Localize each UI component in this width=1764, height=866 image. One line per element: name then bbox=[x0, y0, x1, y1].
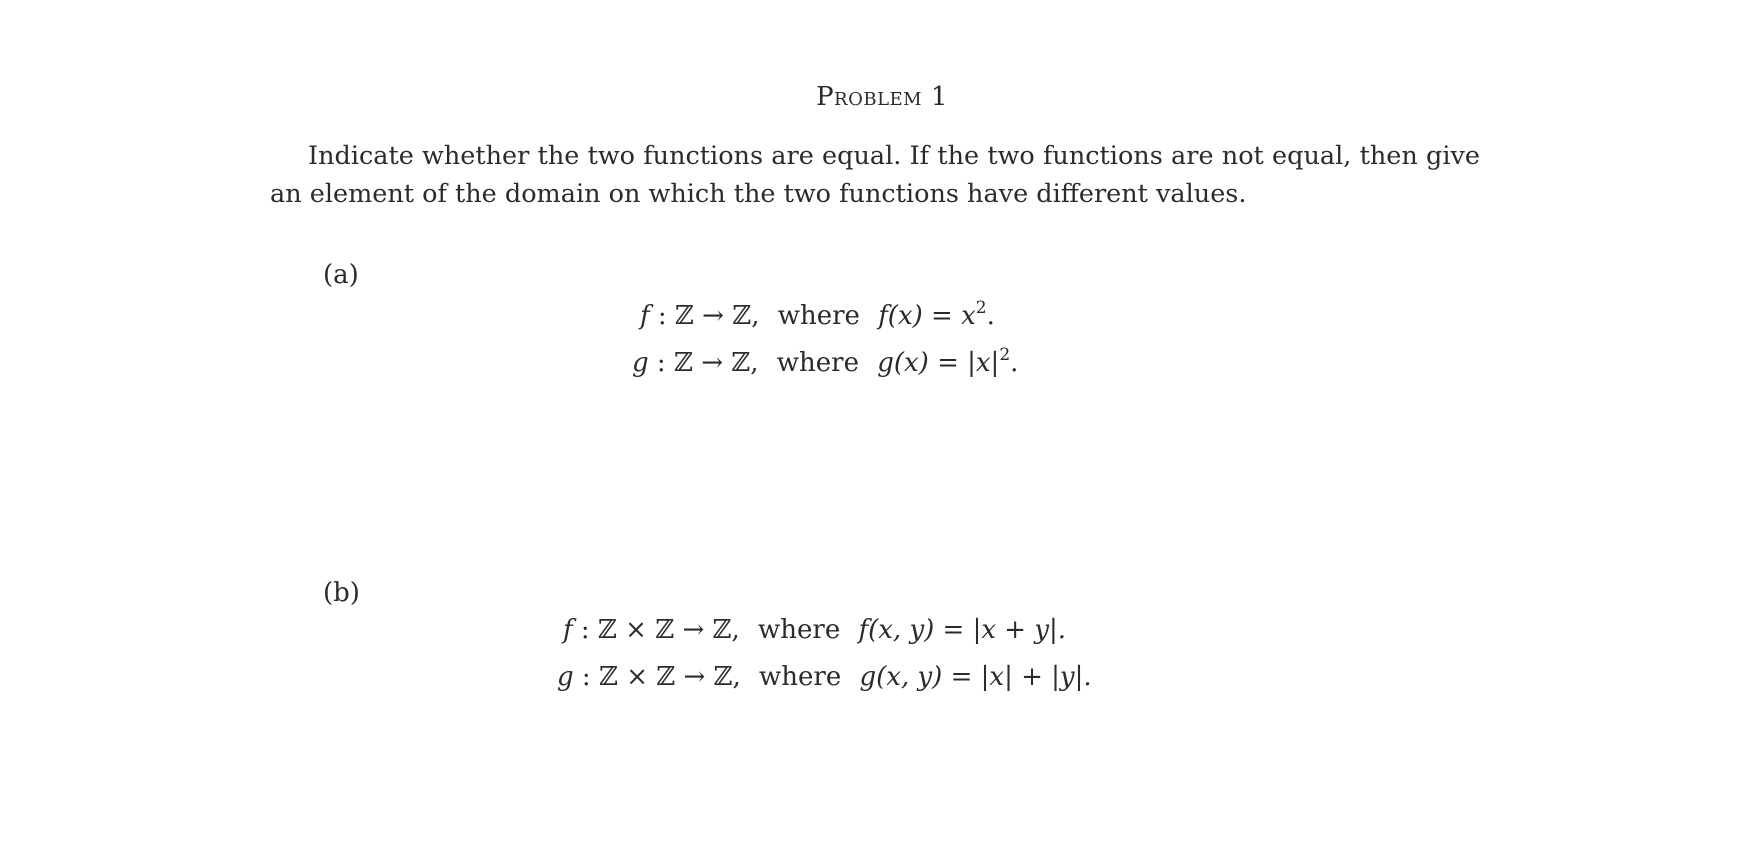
part-b-f-definition bbox=[563, 615, 1066, 645]
where-word: where bbox=[759, 662, 842, 692]
function-name: f bbox=[640, 301, 650, 331]
definition-rhs: = |x| bbox=[937, 348, 1000, 378]
function-name: f bbox=[563, 615, 573, 645]
part-b-label: (b) bbox=[323, 578, 360, 608]
where-word: where bbox=[776, 348, 859, 378]
definition-lhs: g(x, y) bbox=[859, 662, 943, 692]
function-signature: : ℤ → ℤ, bbox=[656, 348, 759, 378]
where-word: where bbox=[777, 301, 860, 331]
line-end: . bbox=[986, 301, 995, 331]
function-signature: : ℤ → ℤ, bbox=[657, 301, 760, 331]
function-signature: : ℤ × ℤ → ℤ, bbox=[581, 662, 741, 692]
function-signature: : ℤ × ℤ → ℤ, bbox=[580, 615, 740, 645]
line-end: . bbox=[1010, 348, 1019, 378]
problem-title: Problem 1 bbox=[816, 82, 948, 112]
definition-lhs: g(x) bbox=[877, 348, 929, 378]
part-a-f-definition bbox=[640, 298, 995, 331]
definition-rhs: = x bbox=[931, 301, 976, 331]
exponent: 2 bbox=[975, 298, 987, 318]
definition-rhs: = |x| + |y|. bbox=[950, 662, 1092, 692]
definition-rhs: = |x + y|. bbox=[942, 615, 1067, 645]
function-name: g bbox=[557, 662, 574, 692]
exponent: 2 bbox=[999, 345, 1011, 365]
part-a-label: (a) bbox=[323, 260, 359, 290]
function-name: g bbox=[632, 348, 649, 378]
part-a-g-definition bbox=[632, 345, 1018, 378]
part-b-g-definition bbox=[557, 662, 1092, 692]
where-word: where bbox=[758, 615, 841, 645]
definition-lhs: f(x) bbox=[878, 301, 923, 331]
problem-instructions: Indicate whether the two functions are equal. If the two functions are not equal, then give an element of the domain on which the two functions have different values. bbox=[270, 141, 1480, 209]
definition-lhs: f(x, y) bbox=[858, 615, 935, 645]
